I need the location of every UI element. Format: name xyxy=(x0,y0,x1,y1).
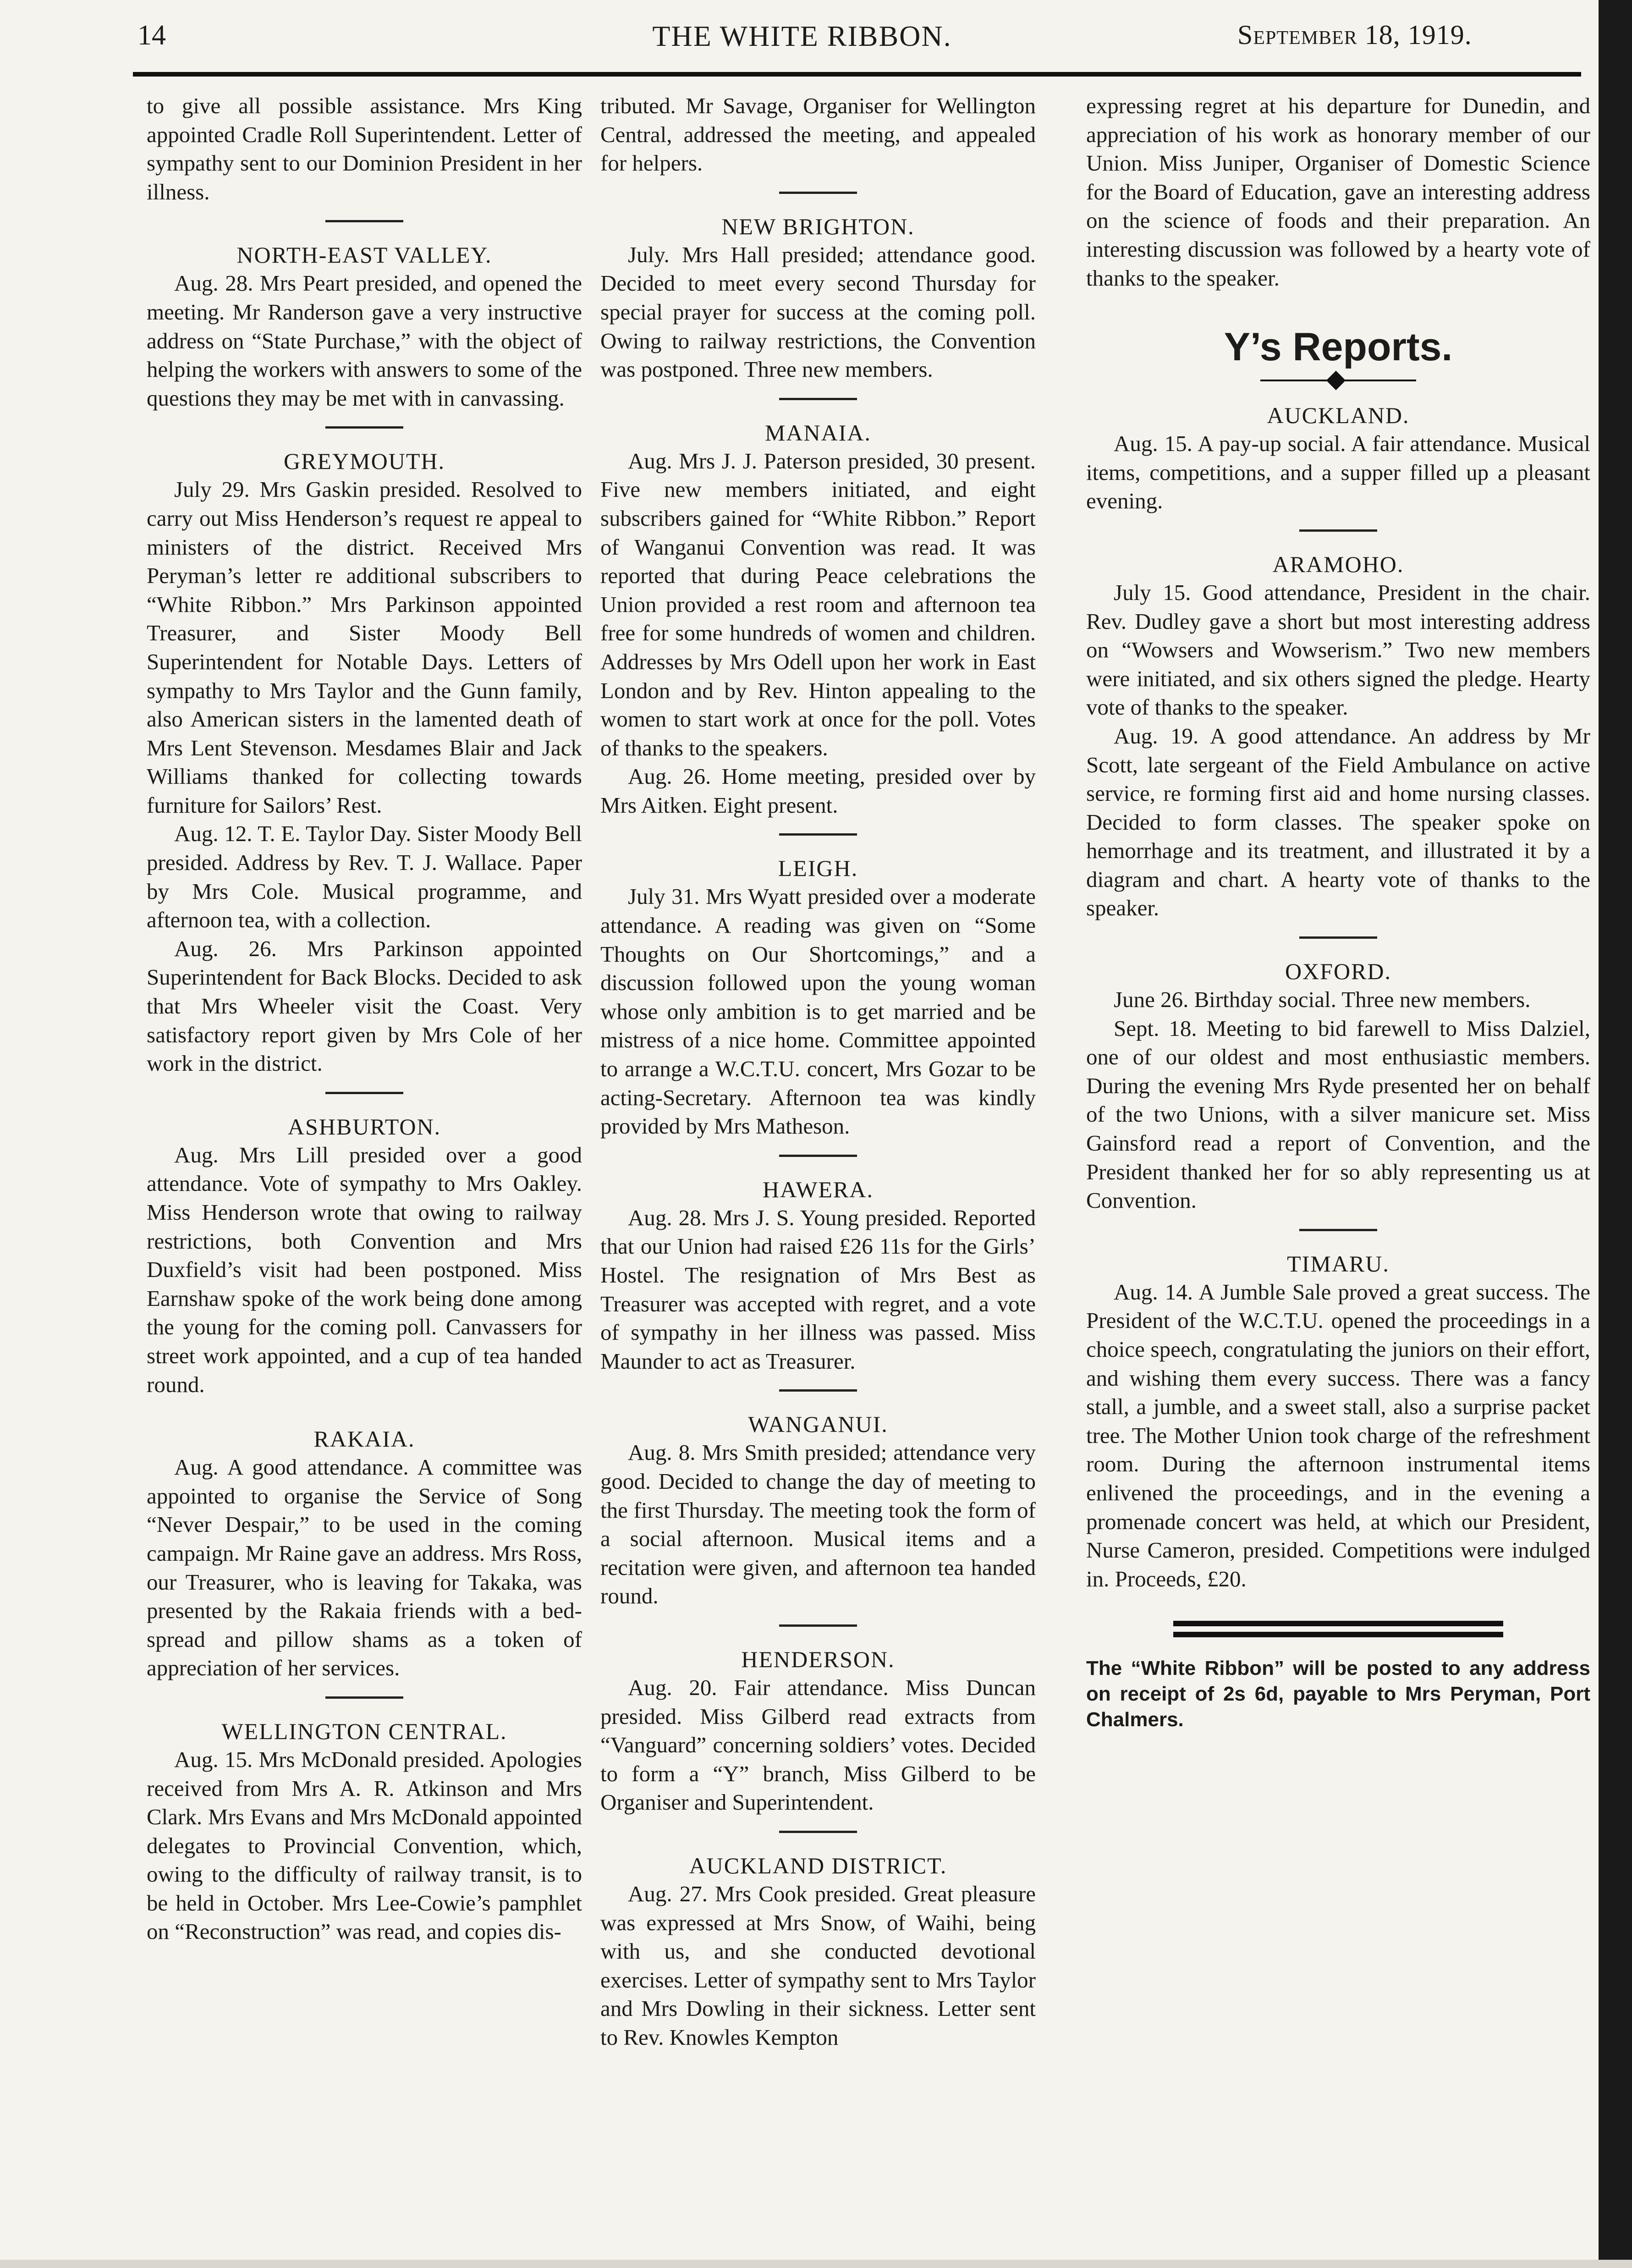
section-divider xyxy=(779,1831,857,1833)
column-2 xyxy=(600,92,1036,2052)
issue-date: September 18, 1919. xyxy=(1237,20,1472,50)
section-heading: MANAIA. xyxy=(764,419,872,446)
diamond-ornament-icon xyxy=(1326,371,1346,390)
section-heading: NEW BRIGHTON. xyxy=(721,213,915,239)
section-heading: NORTH-EAST VALLEY. xyxy=(236,242,492,268)
section-heading: ARAMOHO. xyxy=(1272,551,1404,577)
report-paragraph: Aug. 8. Mrs Smith presided; attendance very good. Decided to change the day of meeting to the first Thursday. The meeting took the form of a social afternoon. Musical items and a recitation were given, and afternoon tea handed round. xyxy=(600,1440,1036,1609)
report-paragraph: July 31. Mrs Wyatt presided over a moderate attendance. A reading was given on “Some Thoughts on Our Shortcomings,” and a discussion followed upon the young woman whose only ambition is to get married and be mistress of a nice home. Committee appointed to arrange a W.C.T.U. concert, Mrs Gozar to be acting-Secretary. Afternoon tea was kindly provided by Mrs Matheson. xyxy=(600,884,1036,1139)
column-1 xyxy=(147,92,582,1946)
section-heading: LEIGH. xyxy=(778,855,858,881)
spacer xyxy=(147,1399,582,1410)
page-header xyxy=(0,10,1595,74)
report-paragraph: tributed. Mr Savage, Organiser for Wellington Central, addressed the meeting, and appealed for helpers. xyxy=(600,93,1036,176)
subscription-notice: The “White Ribbon” will be posted to any address on receipt of 2s 6d, payable to Mrs Peryman, Port Chalmers. xyxy=(1086,1657,1590,1731)
section-heading: AUCKLAND. xyxy=(1267,402,1410,429)
rule-bar xyxy=(1173,1632,1503,1637)
section-divider xyxy=(779,398,857,400)
section-divider xyxy=(779,833,857,836)
column-3 xyxy=(1086,92,1590,1733)
section-divider xyxy=(779,192,857,194)
report-paragraph: Aug. 26. Home meeting, presided over by Mrs Aitken. Eight present. xyxy=(600,764,1036,818)
page-number: 14 xyxy=(137,20,166,51)
section-divider xyxy=(325,220,403,222)
report-paragraph: Aug. 19. A good attendance. An address by Mr Scott, late sergeant of the Field Ambulance on active service, re forming first aid and home nursing classes. Decided to form classes. The speaker spoke on hemorrhage and its treatment, and illustrated it by a diagram and chart. A hearty vote of thanks to the speaker. xyxy=(1086,723,1590,921)
header-rule xyxy=(133,72,1581,77)
section-divider xyxy=(325,1696,403,1699)
report-paragraph: Aug. 26. Mrs Parkinson appointed Superintendent for Back Blocks. Decided to ask that Mrs Wheeler visit the Coast. Very satisfactory report given by Mrs Cole of her work in the district. xyxy=(147,936,582,1076)
section-divider xyxy=(1299,936,1377,939)
section-divider xyxy=(779,1624,857,1627)
masthead-title: THE WHITE RIBBON. xyxy=(652,20,952,52)
section-heading: GREYMOUTH. xyxy=(284,448,445,474)
report-paragraph: Aug. 27. Mrs Cook presided. Great pleasure was expressed at Mrs Snow, of Waihi, being with us, and she conducted devotional exercises. Letter of sympathy sent to Mrs Taylor and Mrs Dowling in their sickness. Letter sent to Rev. Knowles Kempton xyxy=(600,1881,1036,2050)
report-paragraph: Aug. Mrs J. J. Paterson presided, 30 present. Five new members initiated, and eight subscribers gained for “White Ribbon.” Report of Wanganui Convention was read. It was reported that during Peace celebrations the Union provided a rest room and afternoon tea free for some hundreds of women and children. Addresses by Mrs Odell upon her work in East London and by Rev. Hinton appealing to the women to start work at once for the poll. Votes of thanks to the speakers. xyxy=(600,448,1036,760)
rule-bar xyxy=(1173,1621,1503,1626)
scan-edge-right xyxy=(1599,0,1632,2268)
section-heading: HENDERSON. xyxy=(741,1646,895,1672)
scan-edge-bottom xyxy=(0,2260,1632,2268)
section-divider xyxy=(325,426,403,429)
section-heading: WANGANUI. xyxy=(748,1411,888,1437)
report-paragraph: Aug. 28. Mrs Peart presided, and opened the meeting. Mr Randerson gave a very instructive address on “State Purchase,” with the object of helping the workers with answers to some of the questions they may be met with in canvassing. xyxy=(147,270,582,411)
section-divider xyxy=(779,1155,857,1157)
section-heading: RAKAIA. xyxy=(313,1426,415,1452)
report-paragraph: July. Mrs Hall presided; attendance good. Decided to meet every second Thursday for special prayer for success at the coming poll. Owing to railway restrictions, the Convention was postponed. Three new members. xyxy=(600,242,1036,382)
section-divider xyxy=(1299,529,1377,532)
report-paragraph: Aug. 14. A Jumble Sale proved a great success. The President of the W.C.T.U. opened the proceedings in a choice speech, congratulating the juniors on their effort, and wishing them every success. There was a fancy stall, a jumble, and a sweet stall, also a surprise packet tree. The Mother Union took charge of the refreshment room. During the afternoon instrumental items enlivened the proceedings, and in the evening a promenade concert was held, at which our President, Nurse Cameron, presided. Competitions were indulged in. Proceeds, £20. xyxy=(1086,1279,1590,1591)
spacer xyxy=(147,1410,582,1421)
section-divider xyxy=(779,1389,857,1392)
report-paragraph: July 29. Mrs Gaskin presided. Resolved to carry out Miss Henderson’s request re appeal to ministers of the district. Received Mrs Peryman’s letter re additional subscribers to “White Ribbon.” Mrs Parkinson appointed Treasurer, and Sister Moody Bell Superintendent for Notable Days. Letters of sympathy to Mrs Taylor and the Gunn family, also American sisters in the lamented death of Mrs Lent Stevenson. Mesdames Blair and Jack Williams thanked for collecting towards furniture for Sailors’ Rest. xyxy=(147,477,582,818)
report-paragraph: Aug. Mrs Lill presided over a good attendance. Vote of sympathy to Mrs Oakley. Miss Henderson wrote that owing to railway restrictions, both Convention and Mrs Duxfield’s visit had been postponed. Miss Earnshaw spoke of the work being done among the young for the coming poll. Canvassers for street work appointed, and a cup of tea handed round. xyxy=(147,1142,582,1397)
double-rule-divider xyxy=(1173,1621,1503,1637)
report-paragraph: Aug. 15. A pay-up social. A fair attendance. Musical items, competitions, and a supper filled up a pleasant evening. xyxy=(1086,431,1590,514)
section-heading: WELLINGTON CENTRAL. xyxy=(221,1718,507,1744)
report-paragraph: Aug. A good attendance. A committee was appointed to organise the Service of Song “Never Despair,” to be used in the coming campaign. Mr Raine gave an address. Mrs Ross, our Treasurer, who is leaving for Takaka, was presented by the Rakaia friends with a bed-spread and pillow shams as a token of appreciation of her services. xyxy=(147,1454,582,1681)
report-paragraph: Aug. 12. T. E. Taylor Day. Sister Moody Bell presided. Address by Rev. T. J. Wallace. Paper by Mrs Cole. Musical programme, and afternoon tea, with a collection. xyxy=(147,821,582,933)
section-heading: AUCKLAND DISTRICT. xyxy=(689,1852,947,1878)
section-heading: OXFORD. xyxy=(1285,958,1392,985)
section-heading: ASHBURTON. xyxy=(287,1113,441,1140)
report-paragraph: to give all possible assistance. Mrs King appointed Cradle Roll Superintendent. Letter of sympathy sent to our Dominion President in her illness. xyxy=(147,93,582,204)
section-heading: HAWERA. xyxy=(763,1176,874,1202)
ys-reports-heading: Y’s Reports. xyxy=(1224,325,1453,369)
report-paragraph: Aug. 28. Mrs J. S. Young presided. Reported that our Union had raised £26 11s for the Girls’ Hostel. The resignation of Mrs Best as Treasurer was accepted with regret, and a vote of sympathy in her illness was passed. Miss Maunder to act as Treasurer. xyxy=(600,1205,1036,1374)
report-paragraph: Sept. 18. Meeting to bid farewell to Miss Dalziel, one of our oldest and most enthusiastic members. During the evening Mrs Ryde presented her on behalf of the two Unions, with a silver manicure set. Miss Gainsford read a report of Convention, and the President thanked her for so ably representing us at Convention. xyxy=(1086,1015,1590,1213)
report-paragraph: Aug. 15. Mrs McDonald presided. Apologies received from Mrs A. R. Atkinson and Mrs Clark. Mrs Evans and Mrs McDonald appointed delegates to Provincial Convention, which, owing to the difficulty of railway transit, is to be held in October. Mrs Lee-Cowie’s pamphlet on “Reconstruction” was read, and copies dis- xyxy=(147,1746,582,1944)
section-divider xyxy=(325,1092,403,1094)
report-paragraph: Aug. 20. Fair attendance. Miss Duncan presided. Miss Gilberd read extracts from “Vanguard” concerning soldiers’ votes. Decided to form a “Y” branch, Miss Gilberd to be Organiser and Superintendent. xyxy=(600,1674,1036,1815)
report-paragraph: July 15. Good attendance, President in the chair. Rev. Dudley gave a short but most interesting address on “Wowsers and Wowserism.” Two new members were initiated, and six others signed the pledge. Hearty vote of thanks to the speaker. xyxy=(1086,579,1590,720)
report-paragraph: June 26. Birthday social. Three new members. xyxy=(1114,987,1531,1013)
section-heading: TIMARU. xyxy=(1287,1250,1390,1277)
diamond-divider xyxy=(1260,378,1416,383)
report-paragraph: expressing regret at his departure for Dunedin, and appreciation of his work as honorary member of our Union. Miss Juniper, Organiser of Domestic Science for the Board of Education, gave an interesting address on the science of foods and their preparation. An interesting discussion was followed by a hearty vote of thanks to the speaker. xyxy=(1086,93,1590,291)
section-divider xyxy=(1299,1229,1377,1231)
